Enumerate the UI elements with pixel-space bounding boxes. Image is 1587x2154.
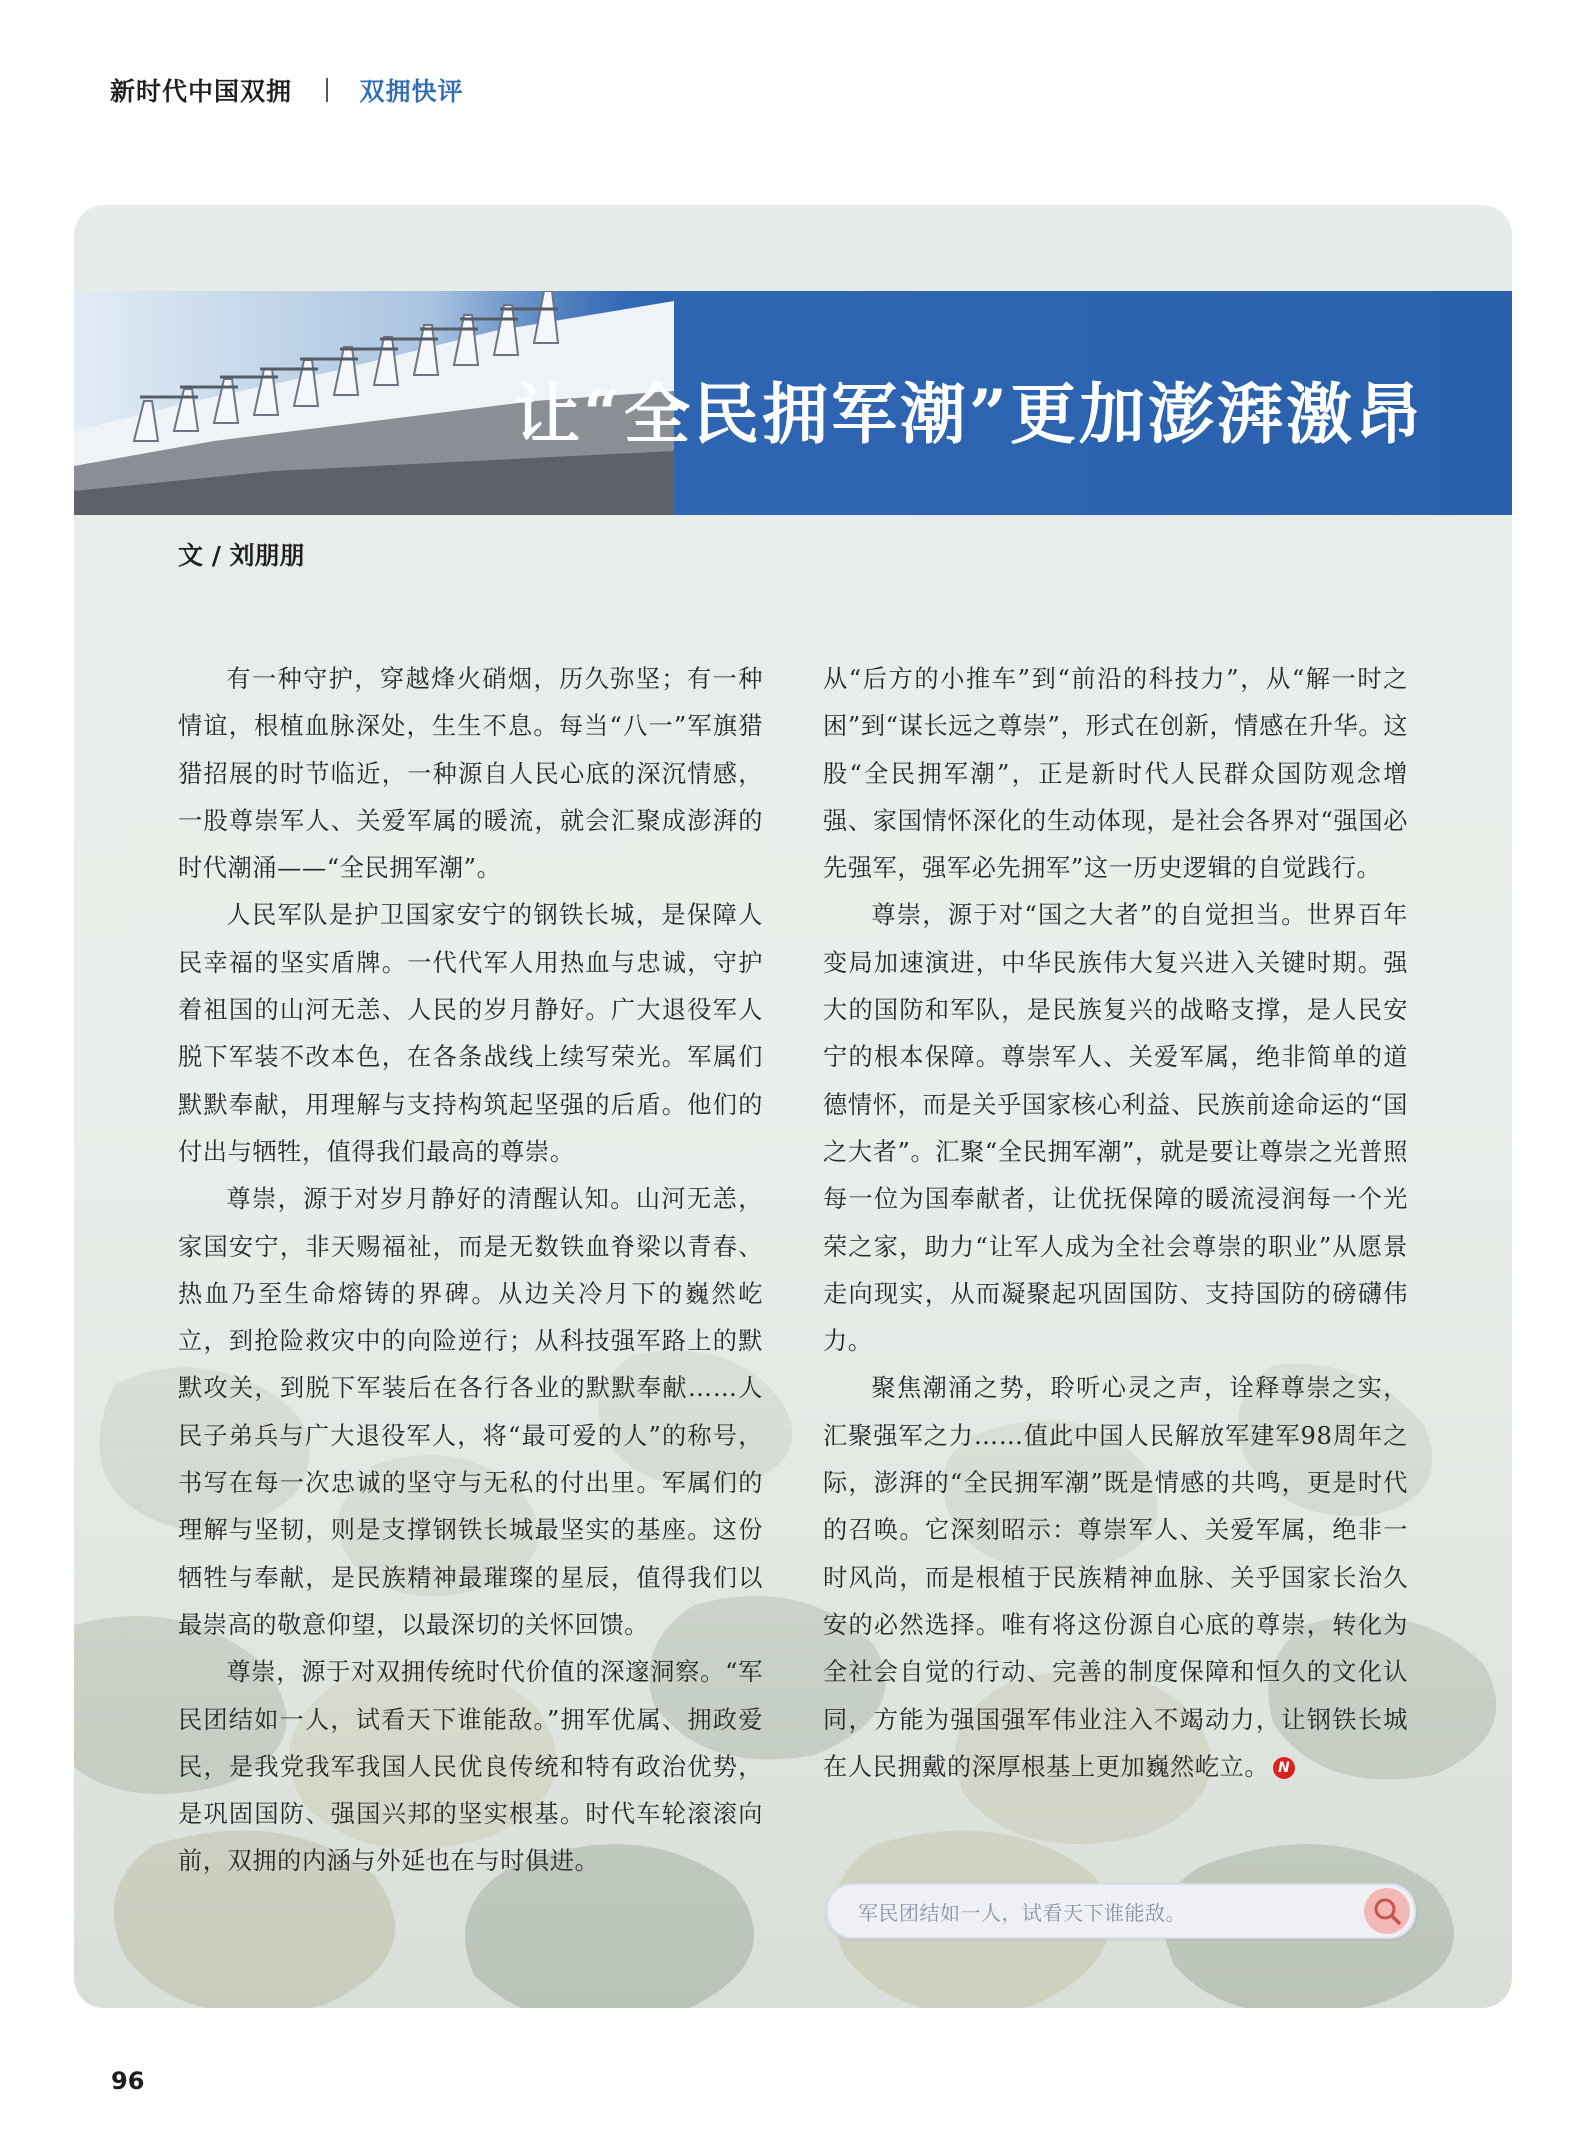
- paragraph-final-text: 聚焦潮涌之势，聆听心灵之声，诠释尊崇之实，汇聚强军之力……值此中国人民解放军建军98周年之际，澎湃的“全民拥军潮”既是情感的共鸣，更是时代的召唤。它深刻昭示：尊崇军人、关爱军属，绝非一时风尚，而是根植于民族精神血脉、关乎国家长治久安的必然选择。唯有将这份源自心底的尊崇，转化为全社会自觉的行动、完善的制度保障和恒久的文化认同，方能为强国强军伟业注入不竭动力，让钢铁长城在人民拥戴的深厚根基上更加巍然屹立。: [823, 1374, 1408, 1781]
- paragraph-final: [823, 1365, 1408, 1791]
- running-header: [110, 68, 464, 112]
- paragraph: 有一种守护，穿越烽火硝烟，历久弥坚；有一种情谊，根植血脉深处，生生不息。每当“八一”军旗猎猎招展的时节临近，一种源自人民心底的深沉情感，一股尊崇军人、关爱军属的暖流，就会汇聚成澎湃的时代潮涌——“全民拥军潮”。: [178, 665, 763, 883]
- magazine-name: 新时代中国双拥: [110, 77, 293, 106]
- byline: 文 / 刘朋朋: [178, 541, 305, 570]
- column-name: 双拥快评: [359, 77, 464, 106]
- paragraph-continuation: 从“后方的小推车”到“前沿的科技力”，从“解一时之困”到“谋长远之尊崇”，形式在创新，情感在升华。这股“全民拥军潮”，正是新时代人民群众国防观念增强、家国情怀深化的生动体现，是社会各界对“强国必先强军，强军必先拥军”这一历史逻辑的自觉践行。: [823, 665, 1408, 883]
- article-title: 让“全民拥军潮”更加澎湃激昂: [514, 375, 1424, 453]
- title-banner: [74, 291, 1512, 515]
- search-placeholder: 军民团结如一人，试看天下谁能敌。: [858, 1901, 1186, 1925]
- search-bar[interactable]: [826, 1883, 1416, 1939]
- paragraph: 尊崇，源于对岁月静好的清醒认知。山河无恙，家国安宁，非天赐福祉，而是无数铁血脊梁以青春、热血乃至生命熔铸的界碑。从边关冷月下的巍然屹立，到抢险救灾中的向险逆行；从科技强军路上的默默攻关，到脱下军装后在各行各业的默默奉献……人民子弟兵与广大退役军人，将“最可爱的人”的称号，书写在每一次忠诚的坚守与无私的付出里。军属们的理解与坚韧，则是支撑钢铁长城最坚实的基座。这份牺牲与奉献，是民族精神最璀璨的星辰，值得我们以最崇高的敬意仰望，以最深切的关怀回馈。: [178, 1185, 763, 1639]
- search-icon: [1364, 1888, 1410, 1934]
- paragraph: 尊崇，源于对“国之大者”的自觉担当。世界百年变局加速演进，中华民族伟大复兴进入关键时期。强大的国防和军队，是民族复兴的战略支撑，是人民安宁的根本保障。尊崇军人、关爱军属，绝非简单的道德情怀，而是关乎国家核心利益、民族前途命运的“国之大者”。汇聚“全民拥军潮”，就是要让尊崇之光普照每一位为国奉献者，让优抚保障的暖流浸润每一个光荣之家，助力“让军人成为全社会尊崇的职业”从愿景走向现实，从而凝聚起巩固国防、支持国防的磅礴伟力。: [823, 901, 1408, 1356]
- page-number: 96: [111, 2067, 145, 2095]
- end-mark-icon: N: [1273, 1757, 1295, 1779]
- paragraph: 尊崇，源于对双拥传统时代价值的深邃洞察。“军民团结如一人，试看天下谁能敌。”拥军优属、拥政爱民，是我党我军我国人民优良传统和特有政治优势，是巩固国防、强国兴邦的坚实根基。时代车轮滚滚向前，双拥的内涵与外延也在与时俱进。: [178, 1658, 763, 1876]
- right-column: [823, 656, 1408, 1791]
- left-column: [178, 656, 763, 1886]
- search-button[interactable]: [1364, 1888, 1410, 1934]
- paragraph: 人民军队是护卫国家安宁的钢铁长城，是保障人民幸福的坚实盾牌。一代代军人用热血与忠诚，守护着祖国的山河无恙、人民的岁月静好。广大退役军人脱下军装不改本色，在各条战线上续写荣光。军属们默默奉献，用理解与支持构筑起坚强的后盾。他们的付出与牺牲，值得我们最高的尊崇。: [178, 901, 763, 1166]
- header-divider: [326, 78, 328, 102]
